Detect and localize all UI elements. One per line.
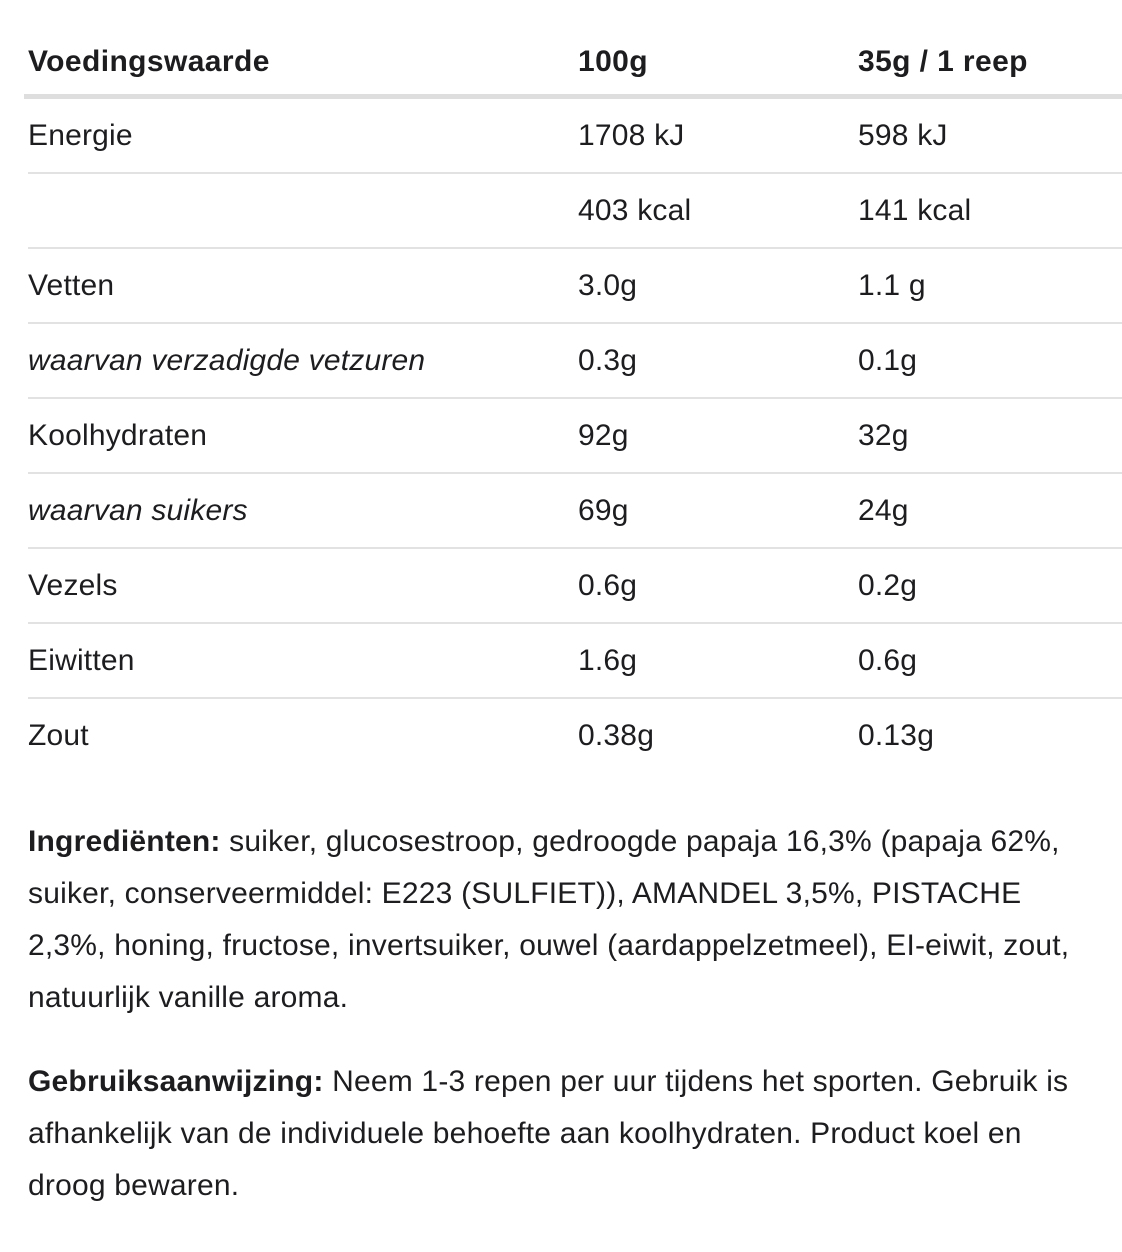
value-per-serving: 0.2g xyxy=(858,568,918,602)
usage-heading: Gebruiksaanwijzing: xyxy=(28,1065,324,1098)
value-per-100g: 403 kcal xyxy=(578,193,692,227)
ingredients-heading: Ingrediënten: xyxy=(28,825,221,858)
table-row xyxy=(28,99,1122,172)
value-per-100g: 0.38g xyxy=(578,718,655,752)
value-per-100g: 1.6g xyxy=(578,643,638,677)
value-per-100g: 69g xyxy=(578,493,629,527)
value-per-100g: 0.6g xyxy=(578,568,638,602)
table-row xyxy=(28,622,1122,697)
value-per-100g: 3.0g xyxy=(578,268,638,302)
value-per-serving: 141 kcal xyxy=(858,193,972,227)
value-per-100g: 0.3g xyxy=(578,343,638,377)
nutrient-label: Zout xyxy=(28,718,89,752)
ingredients-paragraph xyxy=(0,816,1122,1024)
ingredients-text: suiker, glucosestroop, gedroogde papaja 16,3% (papaja 62%, suiker, conserveermiddel: E223 (SULFIET)), AMANDEL 3,5%, PISTACHE 2,3%, honing, fructose, invertsuiker, ouwel (aardappelzetmeel), EI-eiwit, zout, natuurlijk vanille aroma. xyxy=(28,825,1070,1014)
nutrient-label: Eiwitten xyxy=(28,643,135,677)
value-per-serving: 1.1 g xyxy=(858,268,926,302)
usage-text: Neem 1-3 repen per uur tijdens het sporten. Gebruik is afhankelijk van de individuele behoefte aan koolhydraten. Product koel en droog bewaren. xyxy=(28,1065,1069,1202)
table-row xyxy=(28,322,1122,397)
table-title: Voedingswaarde xyxy=(28,45,270,78)
nutrient-label: Koolhydraten xyxy=(28,418,208,452)
table-row xyxy=(28,172,1122,247)
table-row xyxy=(28,397,1122,472)
table-row xyxy=(28,247,1122,322)
nutrient-label: Vetten xyxy=(28,268,115,302)
nutrition-rows xyxy=(0,99,1122,772)
value-per-100g: 92g xyxy=(578,418,629,452)
table-row xyxy=(28,547,1122,622)
value-per-serving: 32g xyxy=(858,418,909,452)
nutrient-label: Energie xyxy=(28,118,133,152)
value-per-serving: 0.13g xyxy=(858,718,935,752)
value-per-serving: 24g xyxy=(858,493,909,527)
nutrient-label: Vezels xyxy=(28,568,118,602)
column-header-per-100g: 100g xyxy=(578,45,648,78)
table-row xyxy=(28,472,1122,547)
nutrition-table-header xyxy=(28,30,1122,94)
usage-paragraph xyxy=(0,1056,1122,1212)
value-per-serving: 0.6g xyxy=(858,643,918,677)
value-per-serving: 0.1g xyxy=(858,343,918,377)
value-per-100g: 1708 kJ xyxy=(578,118,685,152)
table-row xyxy=(28,697,1122,772)
nutrient-label: waarvan suikers xyxy=(28,493,248,527)
column-header-per-serving: 35g / 1 reep xyxy=(858,45,1028,78)
value-per-serving: 598 kJ xyxy=(858,118,948,152)
nutrient-label: waarvan verzadigde vetzuren xyxy=(28,343,426,377)
